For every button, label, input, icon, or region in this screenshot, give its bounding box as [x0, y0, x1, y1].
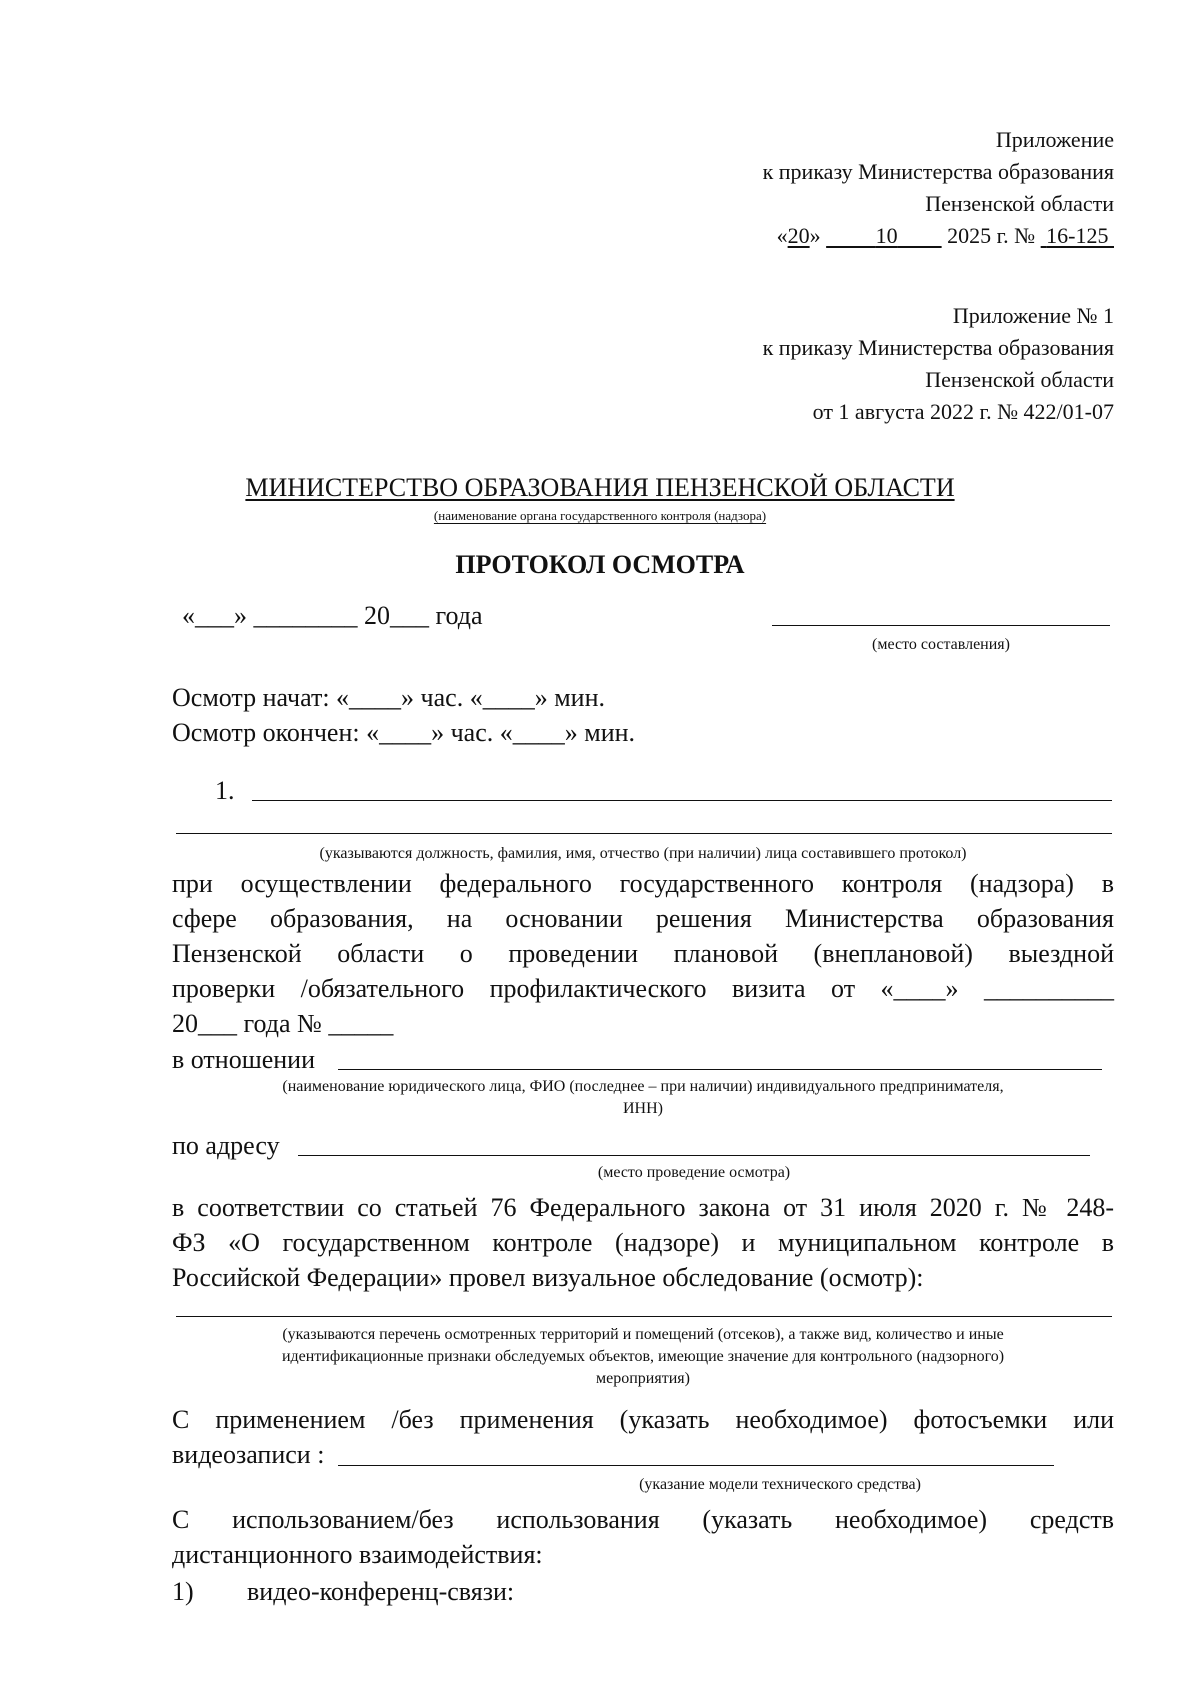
original-region-line: Пензенской области: [925, 367, 1114, 392]
attachment-date-line: «20» 10 2025 г. № 16-125: [777, 220, 1114, 252]
inspector-field-line-1: [252, 800, 1112, 801]
device-field-line: [338, 1465, 1054, 1466]
address-hint: (место проведение осмотра): [597, 1164, 791, 1181]
basis-line: проверки /обязательного профилактического визита от «____» __________: [172, 974, 1114, 1003]
original-order-line: к приказу Министерства образования: [762, 335, 1114, 360]
law-line: в соответствии со статьей 76 Федерального закона от 31 июля 2020 г. № 248-: [172, 1193, 1114, 1222]
org-hint: (наименование органа государственного контроля (надзора): [433, 508, 767, 523]
relation-field-line: [338, 1069, 1102, 1070]
original-attachment-title: Приложение № 1: [952, 303, 1114, 328]
law-line: ФЗ «О государственном контроле (надзоре) и муниципальном контроле в: [172, 1228, 1114, 1257]
list-item-1-number: 1): [172, 1577, 194, 1606]
attachment-year: 2025 г. №: [947, 223, 1036, 248]
photo-line: С применением /без применения (указать необходимое) фотосъемки или: [172, 1405, 1114, 1434]
device-hint: (указание модели технического средства): [639, 1476, 921, 1493]
address-label: по адресу: [172, 1131, 280, 1160]
org-name: МИНИСТЕРСТВО ОБРАЗОВАНИЯ ПЕНЗЕНСКОЙ ОБЛАСТИ: [245, 473, 955, 502]
video-label: видеозаписи :: [172, 1440, 325, 1469]
attachment-number: 16-125: [1046, 223, 1109, 248]
address-field-line: [298, 1155, 1090, 1156]
end-time-line: Осмотр окончен: «____» час. «____» мин.: [172, 718, 636, 747]
relation-label: в отношении: [172, 1045, 316, 1074]
law-line: Российской Федерации» провел визуальное обследование (осмотр):: [172, 1263, 924, 1292]
remote-line: дистанционного взаимодействия:: [172, 1540, 543, 1569]
attachment-day: 20: [787, 223, 810, 248]
document-title: ПРОТОКОЛ ОСМОТРА: [455, 550, 745, 579]
inspector-hint: (указываются должность, фамилия, имя, отчество (при наличии) лица составившего протокол): [319, 845, 967, 862]
basis-line: сфере образования, на основании решения Министерства образования: [172, 904, 1114, 933]
place-hint: (место составления): [872, 636, 1010, 653]
objects-hint-line: (указываются перечень осмотренных территорий и помещений (отсеков), а также вид, количество и иные: [282, 1326, 1004, 1343]
inspector-field-line-2: [176, 833, 1112, 834]
list-item-1-text: видео-конференц-связи:: [247, 1577, 515, 1606]
objects-field-line: [176, 1316, 1112, 1317]
objects-hint-line: мероприятия): [596, 1370, 690, 1387]
start-time-line: Осмотр начат: «____» час. «____» мин.: [172, 683, 605, 712]
date-line: «___» ________ 20___ года: [182, 601, 483, 630]
basis-line: Пензенской области о проведении плановой (внеплановой) выездной: [172, 939, 1114, 968]
attachment-order-line: к приказу Министерства образования: [762, 159, 1114, 184]
attachment-title: Приложение: [995, 127, 1114, 152]
original-date-number-line: от 1 августа 2022 г. № 422/01-07: [812, 399, 1114, 424]
attachment-month: 10: [875, 223, 898, 248]
basis-line: 20___ года № _____: [172, 1009, 394, 1038]
basis-line: при осуществлении федерального государственного контроля (надзора) в: [172, 869, 1114, 898]
remote-line: С использованием/без использования (указать необходимое) средств: [172, 1505, 1114, 1534]
attachment-region-line: Пензенской области: [925, 191, 1114, 216]
place-field-line: [772, 625, 1110, 626]
relation-hint-line-1: (наименование юридического лица, ФИО (последнее – при наличии) индивидуального предпринимателя,: [282, 1078, 1004, 1095]
relation-hint-line-2: ИНН): [623, 1100, 663, 1117]
item-1-number: 1.: [215, 776, 235, 805]
objects-hint-line: идентификационные признаки обследуемых объектов, имеющие значение для контрольного (надзорного): [281, 1348, 1005, 1365]
